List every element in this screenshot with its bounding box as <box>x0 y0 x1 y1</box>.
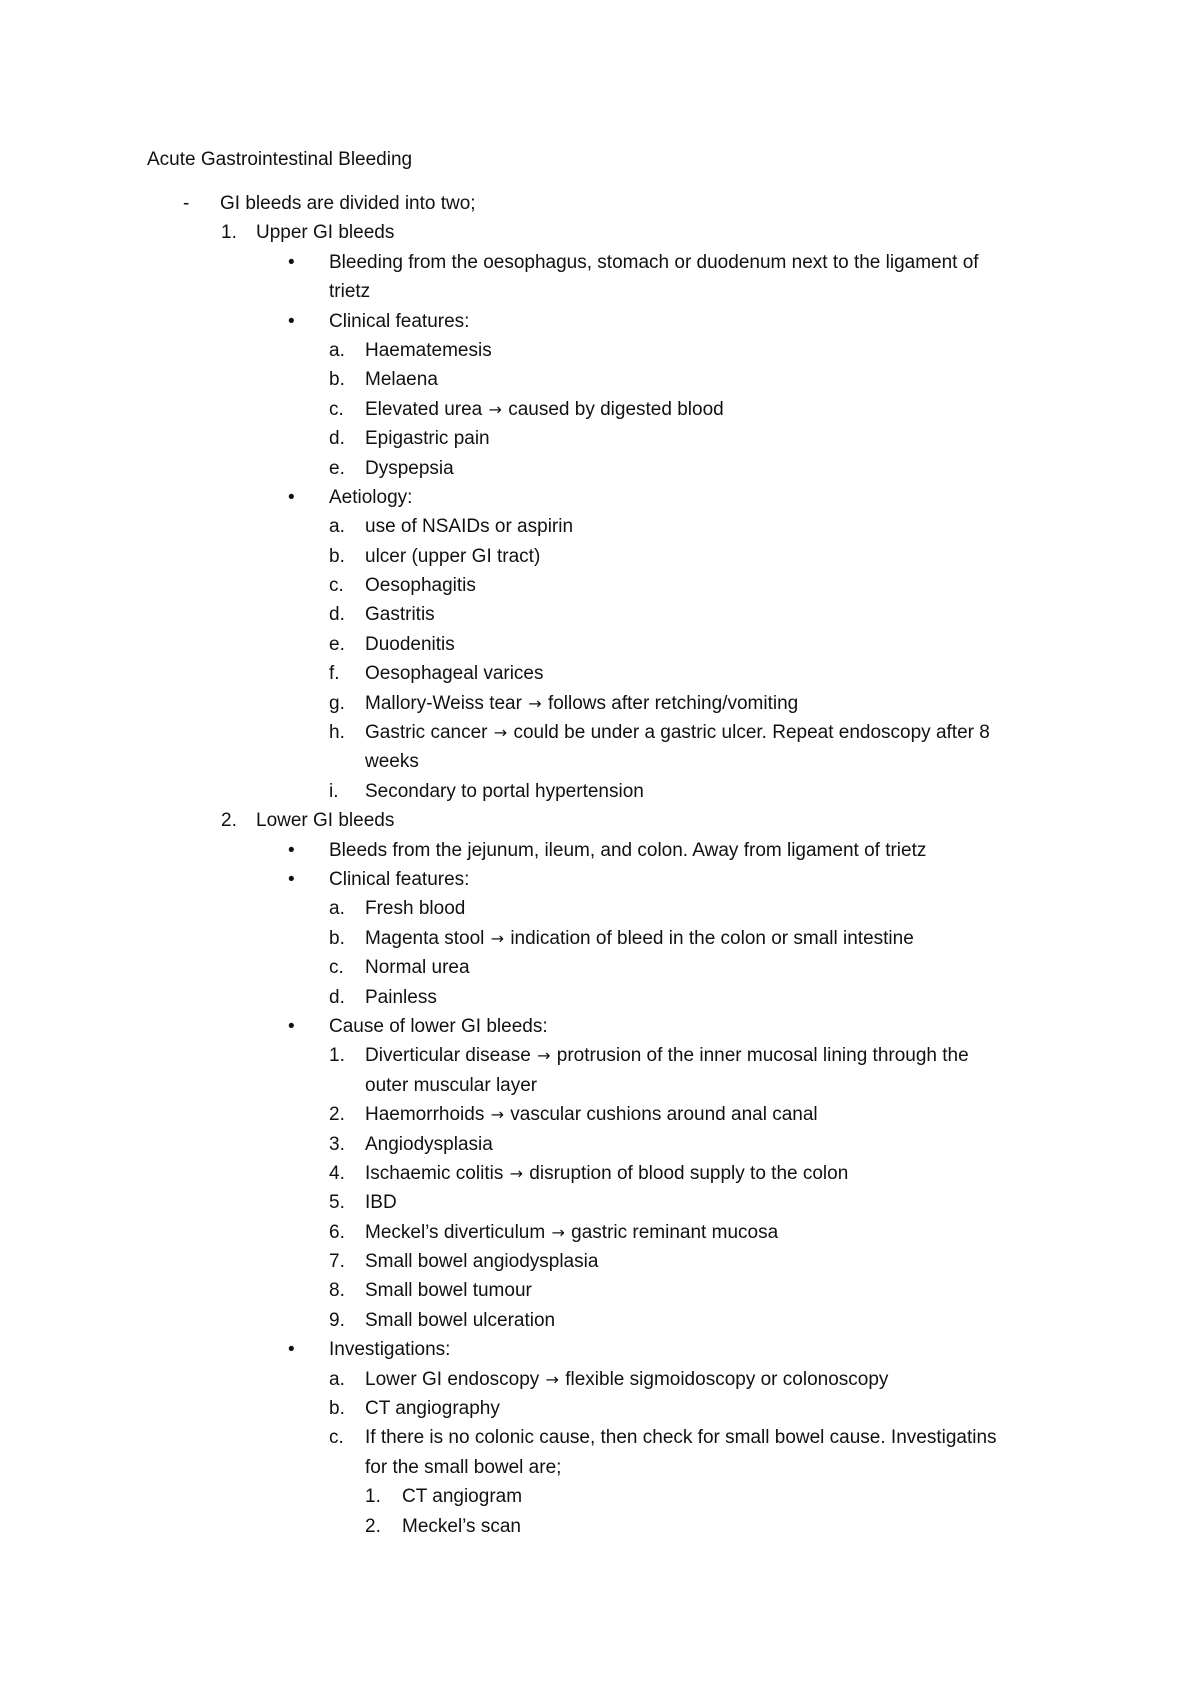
line-text <box>256 806 394 835</box>
line-text <box>365 1453 561 1482</box>
line-text <box>365 747 419 776</box>
arrow-right-icon: → <box>493 723 508 743</box>
line-text <box>365 1071 537 1100</box>
list-marker: 1. <box>221 222 237 244</box>
bullet-marker: • <box>288 251 295 273</box>
line-text-explanation: flexible sigmoidoscopy or colonoscopy <box>565 1368 889 1390</box>
line-text-main: Dyspepsia <box>365 457 454 479</box>
arrow-right-icon: → <box>551 1222 565 1242</box>
line-text <box>329 483 412 512</box>
list-marker: 5. <box>329 1192 345 1214</box>
line-text-main: ulcer (upper GI tract) <box>365 545 541 567</box>
line-text <box>402 1512 521 1541</box>
line-text-main: Angiodysplasia <box>365 1133 493 1155</box>
bullet-marker: • <box>288 310 295 332</box>
line-text <box>365 1247 598 1276</box>
list-marker: 2. <box>329 1104 345 1126</box>
outline-line <box>0 806 1200 835</box>
line-text <box>365 1130 493 1159</box>
line-text-explanation: disruption of blood supply to the colon <box>529 1162 849 1184</box>
line-text-explanation: gastric reminant mucosa <box>571 1221 779 1243</box>
outline-line <box>0 1453 1200 1482</box>
outline-line <box>0 365 1200 394</box>
outline-line <box>0 865 1200 894</box>
outline-line <box>0 307 1200 336</box>
list-marker: 8. <box>329 1280 345 1302</box>
line-text <box>365 1365 888 1394</box>
list-marker: 7. <box>329 1251 345 1273</box>
line-text-explanation: caused by digested blood <box>508 398 724 420</box>
outline-line <box>0 1276 1200 1305</box>
line-text-main: Aetiology: <box>329 486 413 508</box>
line-text-main: outer muscular layer <box>365 1074 538 1096</box>
line-text-main: Upper GI bleeds <box>256 222 395 244</box>
outline-line <box>0 454 1200 483</box>
arrow-right-icon: → <box>488 399 502 419</box>
line-text-main: weeks <box>365 751 419 773</box>
line-text <box>365 424 490 453</box>
list-marker: e. <box>329 457 345 479</box>
outline-line <box>0 1365 1200 1394</box>
line-text <box>365 1423 997 1452</box>
line-text <box>329 248 979 277</box>
list-marker: 2. <box>221 810 237 832</box>
outline-line <box>0 747 1200 776</box>
arrow-right-icon: → <box>545 1369 559 1389</box>
line-text-main: Small bowel tumour <box>365 1280 532 1302</box>
line-text-main: IBD <box>365 1192 397 1214</box>
line-text-main: CT angiography <box>365 1398 500 1420</box>
outline-line <box>0 277 1200 306</box>
line-text <box>365 395 724 424</box>
outline-line <box>0 659 1200 688</box>
line-text <box>365 1159 848 1188</box>
list-marker: - <box>183 193 190 214</box>
line-text-main: Elevated urea <box>365 398 483 420</box>
line-text-main: Clinical features: <box>329 868 470 890</box>
line-text <box>365 659 544 688</box>
list-marker: 1. <box>329 1045 345 1067</box>
document-title: Acute Gastrointestinal Bleeding <box>147 149 413 170</box>
outline-line <box>0 1482 1200 1511</box>
list-marker: 9. <box>329 1309 345 1331</box>
line-text-main: Bleeding from the oesophagus, stomach or duodenum next to the ligament of <box>329 251 979 273</box>
list-marker: h. <box>329 722 345 744</box>
outline-line <box>0 1188 1200 1217</box>
line-text <box>329 307 469 336</box>
line-text-main: Secondary to portal hypertension <box>365 780 644 802</box>
line-text <box>329 1012 548 1041</box>
line-text <box>365 542 540 571</box>
list-marker: c. <box>329 957 344 979</box>
outline-line <box>0 630 1200 659</box>
outline-line <box>0 1512 1200 1541</box>
line-text-main: Epigastric pain <box>365 428 490 450</box>
outline-line <box>0 689 1200 718</box>
arrow-right-icon: → <box>490 1105 505 1125</box>
line-text-explanation: vascular cushions around anal canal <box>510 1104 818 1126</box>
line-text <box>329 836 926 865</box>
list-marker: b. <box>329 369 345 391</box>
list-marker: 3. <box>329 1133 345 1155</box>
line-text-main: Gastritis <box>365 604 435 626</box>
outline-line <box>0 600 1200 629</box>
outline-line <box>0 836 1200 865</box>
list-marker: 1. <box>365 1486 381 1508</box>
line-text-main: Gastric cancer <box>365 722 488 744</box>
outline-line <box>0 1071 1200 1100</box>
outline-line <box>0 983 1200 1012</box>
outline-line <box>0 189 1200 218</box>
outline-line <box>0 248 1200 277</box>
list-marker: d. <box>329 986 345 1008</box>
line-text <box>365 718 990 747</box>
line-text-main: Mallory-Weiss tear <box>365 692 522 714</box>
outline-line <box>0 1100 1200 1129</box>
line-text <box>365 1394 500 1423</box>
line-text <box>402 1482 522 1511</box>
line-text-main: GI bleeds are divided into two; <box>220 193 476 214</box>
outline-line <box>0 483 1200 512</box>
list-marker: a. <box>329 516 345 538</box>
outline-line <box>0 1335 1200 1364</box>
outline-line <box>0 424 1200 453</box>
line-text <box>365 894 465 923</box>
list-marker: 4. <box>329 1162 345 1184</box>
outline-line <box>0 512 1200 541</box>
bullet-marker: • <box>288 868 295 890</box>
outline-line <box>0 218 1200 247</box>
list-marker: d. <box>329 604 345 626</box>
arrow-right-icon: → <box>509 1163 524 1183</box>
line-text-main: CT angiogram <box>402 1486 523 1508</box>
line-text <box>365 1100 818 1129</box>
document-outline <box>0 189 1200 1541</box>
list-marker: c. <box>329 398 344 420</box>
line-text <box>365 454 454 483</box>
list-marker: a. <box>329 1368 345 1390</box>
line-text-main: Haematemesis <box>365 339 492 361</box>
outline-line <box>0 1130 1200 1159</box>
line-text <box>365 689 798 718</box>
outline-line <box>0 395 1200 424</box>
bullet-marker: • <box>288 486 295 508</box>
line-text-main: Diverticular disease <box>365 1045 531 1067</box>
line-text <box>220 189 476 218</box>
line-text <box>329 1335 450 1364</box>
outline-line <box>0 777 1200 806</box>
list-marker: 2. <box>365 1515 381 1537</box>
line-text-main: Ischaemic colitis <box>365 1162 504 1184</box>
line-text-main: Normal urea <box>365 957 470 979</box>
line-text-main: Meckel’s scan <box>402 1515 521 1537</box>
list-marker: a. <box>329 339 345 361</box>
line-text-main: Magenta stool <box>365 927 485 949</box>
outline-line <box>0 953 1200 982</box>
list-marker: b. <box>329 545 345 567</box>
outline-line <box>0 1247 1200 1276</box>
list-marker: g. <box>329 692 345 714</box>
line-text-main: Meckel’s diverticulum <box>365 1221 546 1243</box>
line-text <box>365 365 438 394</box>
line-text <box>365 1218 778 1247</box>
line-text <box>365 1306 555 1335</box>
bullet-marker: • <box>288 839 295 861</box>
list-marker: d. <box>329 428 345 450</box>
line-text <box>365 600 435 629</box>
line-text-main: Lower GI bleeds <box>256 810 395 832</box>
list-marker: a. <box>329 898 345 920</box>
line-text-main: If there is no colonic cause, then check for small bowel cause. Investigatins <box>365 1427 997 1449</box>
line-text <box>365 983 437 1012</box>
line-text-main: Small bowel ulceration <box>365 1309 556 1331</box>
line-text-main: Investigations: <box>329 1339 451 1361</box>
line-text-main: Lower GI endoscopy <box>365 1368 540 1390</box>
list-marker: e. <box>329 633 345 655</box>
outline-line <box>0 571 1200 600</box>
outline-line <box>0 894 1200 923</box>
outline-line <box>0 1423 1200 1452</box>
outline-line <box>0 1012 1200 1041</box>
outline-line <box>0 1218 1200 1247</box>
line-text <box>365 953 470 982</box>
line-text-explanation: indication of bleed in the colon or small intestine <box>510 927 914 949</box>
line-text-main: Haemorrhoids <box>365 1104 485 1126</box>
outline-line <box>0 718 1200 747</box>
line-text <box>365 630 455 659</box>
line-text-main: Clinical features: <box>329 310 470 332</box>
outline-line <box>0 336 1200 365</box>
line-text-main: Oesophagitis <box>365 575 476 597</box>
line-text <box>256 218 394 247</box>
arrow-right-icon: → <box>490 928 505 948</box>
line-text-main: Oesophageal varices <box>365 663 544 685</box>
line-text <box>365 571 476 600</box>
line-text <box>365 512 573 541</box>
line-text-main: Cause of lower GI bleeds: <box>329 1015 548 1037</box>
line-text-explanation: follows after retching/vomiting <box>547 692 799 714</box>
outline-line <box>0 1159 1200 1188</box>
line-text-explanation: could be under a gastric ulcer. Repeat endoscopy after 8 <box>513 722 990 744</box>
list-marker: 6. <box>329 1221 345 1243</box>
line-text <box>329 865 469 894</box>
line-text-main: trietz <box>329 281 371 303</box>
line-text <box>365 924 914 953</box>
line-text <box>365 1276 532 1305</box>
line-text-main: for the small bowel are; <box>365 1456 562 1478</box>
list-marker: c. <box>329 575 344 597</box>
line-text-main: Melaena <box>365 369 438 391</box>
list-marker: c. <box>329 1427 344 1449</box>
line-text <box>365 777 644 806</box>
list-marker: b. <box>329 1398 345 1420</box>
line-text-main: Bleeds from the jejunum, ileum, and colon. Away from ligament of trietz <box>329 839 927 861</box>
line-text <box>329 277 370 306</box>
line-text <box>365 336 492 365</box>
line-text-main: Fresh blood <box>365 898 466 920</box>
list-marker: b. <box>329 927 345 949</box>
outline-line <box>0 1394 1200 1423</box>
outline-line <box>0 542 1200 571</box>
line-text-main: use of NSAIDs or aspirin <box>365 516 574 538</box>
outline-line <box>0 1306 1200 1335</box>
bullet-marker: • <box>288 1015 295 1037</box>
list-marker: f. <box>329 663 340 685</box>
outline-line <box>0 1041 1200 1070</box>
line-text-explanation: protrusion of the inner mucosal lining through the <box>556 1045 969 1067</box>
line-text <box>365 1188 397 1217</box>
line-text <box>365 1041 969 1070</box>
outline-line <box>0 924 1200 953</box>
arrow-right-icon: → <box>537 1046 551 1066</box>
bullet-marker: • <box>288 1339 295 1361</box>
arrow-right-icon: → <box>528 693 542 713</box>
line-text-main: Painless <box>365 986 437 1008</box>
line-text-main: Duodenitis <box>365 633 455 655</box>
list-marker: i. <box>329 780 339 802</box>
line-text-main: Small bowel angiodysplasia <box>365 1251 599 1273</box>
